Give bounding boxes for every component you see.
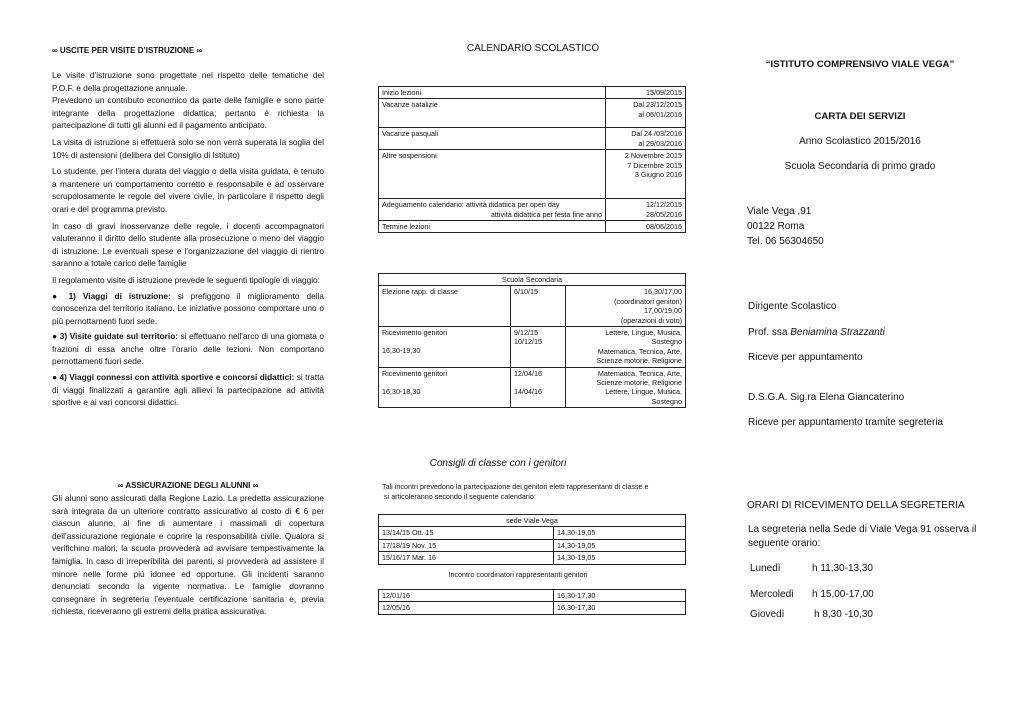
address-1: Viale Vega ,91 (747, 206, 812, 217)
table-row (379, 527, 686, 539)
incontro-time: 16,30-17,30 (554, 602, 686, 614)
table-row (379, 274, 686, 286)
ricevimento-2-label (379, 367, 511, 408)
uscite-p6: Il regolamento visite di istruzione prevede le seguenti tipologie di viaggio: (52, 274, 320, 285)
elezione-time-2: 17,00/19,00 (644, 306, 682, 316)
elezione-time-1: 16,30/17,00 (644, 287, 682, 297)
vega-date: 15/16/17 Mar. 16 (379, 552, 554, 564)
assicurazione-text: Gli alunni sono assicurati dalla Regione Lazio. La predetta assicurazione sarà integrata da un ulteriore contratto assicurativo al costo di € 6 per ciascun alunno, al fine di aumentare i massimali di copertura dell’assicurazione regionale e coprire la responsabilità civile. Qualora si verifichino malori, la scuola provvederà ad avvisare tempestivamente la famiglia. In caso di irreperibilità dei parenti, si provvederà ad assistere il minore nelle forme più idonee ed opportune. Gli incidenti saranno denunciati secondo la vigente normativa. Le famiglie dovranno consegnare in segreteria l’eventuale certificazione sanitaria e, previa richiesta, riceveranno gli estremi della pratica assicurativa. (52, 493, 324, 617)
cal-natale-to: al 06/01/2016 (638, 109, 682, 119)
cal-termine-label: Termine lezioni (379, 221, 606, 233)
bullet-visite-guidate (52, 330, 324, 368)
calendario-table (378, 86, 686, 233)
cal-inizio-value: 15/09/2015 (606, 87, 686, 99)
ricevimento-2-subject-2: Scienze motorie, Religione (596, 378, 682, 388)
ricevimento-1-subject-2: Sostegno (651, 337, 682, 347)
telephone: Tel. 06 56304650 (747, 236, 824, 247)
secondaria-table (378, 273, 686, 408)
cal-adeguamento-label (379, 199, 606, 221)
incontro-time: 16,30-17,30 (554, 590, 686, 602)
consigli-text-1: Tali incontri prevedono la partecipazione dei genitori eletti rappresentanti di classe e (382, 482, 649, 491)
table-row (379, 199, 686, 221)
table-row (379, 99, 686, 128)
elezione-time-1-note: (coordinatori genitori) (614, 296, 682, 306)
uscite-p1: Le visite d’istruzione sono progettate nel rispetto delle tematiche del P.O.F. e della progettazione annuale. (52, 70, 324, 93)
vega-header: sede Viale Vega (379, 515, 686, 527)
cal-altre-value (606, 150, 686, 199)
riceve-segreteria: Riceve per appuntamento tramite segreteria (748, 417, 944, 428)
anno-scolastico: Anno Scolastico 2015/2016 (799, 136, 921, 147)
cal-pasqua-from: Dal 24 /03/2016 (631, 129, 682, 139)
calendario-title: CALENDARIO SCOLASTICO (466, 43, 600, 54)
ricevimento-1-time: 16,30-19,30 (382, 346, 421, 356)
bullet-viaggi-istruzione (52, 290, 324, 328)
cal-pasqua-label: Vacanze pasquali (379, 128, 606, 150)
cal-adeguamento-val-1: 12/12/2015 (646, 200, 682, 210)
uscite-body (52, 69, 324, 409)
orario-time: h 15,00-17,00 (812, 589, 874, 600)
table-row (379, 221, 686, 233)
bullet-1-text: si prefiggono il miglioramento della conoscenza del territorio italiano. Le iniziative possono comportare uno o più pernottamenti fuori sede. (52, 290, 324, 326)
carta-servizi: CARTA DEI SERVIZI (814, 111, 906, 122)
ricevimento-2-date-2: 14/04/16 (514, 387, 542, 397)
vega-date: 13/14/15 Ott. 15 (379, 527, 554, 539)
cal-adeguamento-1: Adeguamento calendario: attività didattica per open day (382, 200, 560, 210)
incontro-date: 12/01/16 (379, 590, 554, 602)
orari-title: ORARI DI RICEVIMENTO DELLA SEGRETERIA (747, 500, 965, 511)
cal-altre-3: 3 Giugno 2016 (634, 170, 682, 180)
table-row (379, 552, 686, 564)
ricevimento-2-subject-4: Sostegno (651, 396, 682, 406)
ricevimento-2-dates (511, 367, 566, 408)
ricevimento-1-dates (511, 327, 566, 368)
vega-table (378, 514, 686, 565)
cal-altre-label: Altre sospensioni (379, 150, 606, 199)
ricevimento-1-subject-1: Lettere, Lingue, Musica, (605, 328, 682, 338)
orario-day: Giovedì (750, 609, 785, 620)
table-row (379, 515, 686, 527)
ricevimento-2-subjects (566, 367, 686, 408)
incontro-table (378, 589, 686, 615)
incontro-title: Incontro coordinatori rappresentanti genitori (448, 570, 588, 579)
vega-time: 14,30-19,05 (554, 552, 686, 564)
elezione-time-2-note: (operazioni di voto) (620, 315, 682, 325)
secondaria-header: Scuola Secondaria (379, 274, 686, 286)
dsga: D.S.G.A. Sig.ra Elena Giancaterino (748, 392, 905, 403)
cal-altre-1: 2 Novembre 2015 (624, 151, 682, 161)
cal-inizio-label: Inizio lezioni (379, 87, 606, 99)
cal-natale-from: Dal 23/12/2015 (633, 100, 682, 110)
dirigente-prefix: Prof. ssa (748, 327, 791, 338)
dirigente-name (748, 326, 885, 340)
ricevimento-2-date-1: 12/04/16 (514, 368, 542, 378)
cal-altre-2: 7 Dicembre 2015 (627, 160, 682, 170)
table-row (379, 367, 686, 408)
bullet-1-title: ● 1) Viaggi di istruzione: (52, 290, 171, 301)
uscite-p3: La visita di istruzione si effettuerà solo se non verrà superata la soglia del 10% di astensioni (delibera del Consiglio di Istituto) (52, 136, 324, 160)
elezione-date: 6/10/15 (511, 286, 566, 327)
bullet-4-text: si tratta di viaggi finalizzati a garantire agli allievi la partecipazione ad attività sportive e ai vari concorsi didattici. (52, 372, 324, 408)
table-row (379, 150, 686, 199)
ricevimento-1-subject-3: Matematica, Tecnica, Arte, (597, 346, 682, 356)
cal-pasqua-to: al 29/03/2016 (638, 138, 682, 148)
table-row (379, 602, 686, 614)
orario-day: Lunedì (750, 563, 781, 574)
cal-adeguamento-val-2: 28/05/2016 (646, 209, 682, 219)
table-row (379, 327, 686, 368)
table-row (379, 590, 686, 602)
ricevimento-2-subject-1: Matematica, Tecnica, Arte, (597, 368, 682, 378)
elezione-label: Elezione rapp. di classe (379, 286, 511, 327)
table-row (379, 128, 686, 150)
table-row (379, 87, 686, 99)
ricevimento-1-title: Ricevimento genitori (382, 328, 448, 338)
school-name: “ISTITUTO COMPRENSIVO VIALE VEGA” (765, 59, 955, 70)
orari-text: La segreteria nella Sede di Viale Vega 91 osserva il seguente orario: (748, 524, 977, 549)
assicurazione-title-text: ∞ ASSICURAZIONE DEGLI ALUNNI ∞ (117, 481, 259, 490)
cal-adeguamento-value (606, 199, 686, 221)
uscite-title: ∞ USCITE PER VISITE D’ISTRUZIONE ∞ (52, 46, 203, 55)
consigli-text-2: si articoleranno secondo il seguente calendario: (384, 492, 536, 501)
bullet-viaggi-sportivi (52, 371, 324, 409)
grado: Scuola Secondaria di primo grado (784, 161, 936, 172)
uscite-p2: Prevedono un contributo economico da parte delle famiglie e sono parte integrante della progettazione didattica; pertanto è richiesta la partecipazione di tutti gli alunni ed il pagamento anticipato. (52, 95, 324, 131)
cal-adeguamento-2: attività didattica per festa fine anno (490, 209, 602, 219)
vega-date: 17/18/19 Nov. 15 (379, 539, 554, 551)
ricevimento-1-subjects (566, 327, 686, 368)
bullet-4-title: ● 4) Viaggi connessi con attività sportive e concorsi didattici: (52, 372, 295, 383)
consigli-title: Consigli di classe con i genitori (429, 458, 567, 469)
cal-natale-label: Vacanze natalizie (379, 99, 606, 128)
bullet-3-title: ● 3) Visite guidate sul territorio: (52, 331, 179, 342)
riceve-appuntamento: Riceve per appuntamento (748, 352, 863, 363)
uscite-p4: Lo studente, per l’intera durata del viaggio o della visita guidata, è tenuto a mantenere un comportamento corretto e responsabile e ad osservare scrupolosamente le regole del vivere civile, in particolare il rispetto degli orari e del programma previsto. (52, 166, 324, 214)
cal-termine-value: 08/06/2016 (606, 221, 686, 233)
assicurazione-title (52, 480, 324, 493)
ricevimento-2-title: Ricevimento genitori (382, 368, 448, 378)
table-row (379, 286, 686, 327)
cal-pasqua-value (606, 128, 686, 150)
bullet-3-text: si effettuano nell'arco di una giornata o frazioni di essa anche oltre l’orario delle lezioni. Non comportano pernottamenti fuori sede. (52, 331, 324, 367)
ricevimento-1-subject-4: Scienze motorie, Religione (596, 356, 682, 366)
ricevimento-2-time: 16,30-18,30 (382, 387, 421, 397)
ricevimento-1-date-1: 9/12/15 (514, 328, 538, 338)
incontro-date: 12/05/16 (379, 602, 554, 614)
orario-day: Mercoledì (750, 589, 794, 600)
orario-time: h 11,30-13,30 (812, 563, 873, 574)
cal-natale-value (606, 99, 686, 128)
dirigente-fullname: Beniamina Strazzanti (790, 327, 885, 338)
ricevimento-1-date-2: 10/12/15 (514, 337, 542, 347)
ricevimento-1-label (379, 327, 511, 368)
vega-time: 14,30-19,05 (554, 527, 686, 539)
table-row (379, 539, 686, 551)
dirigente-title: Dirigente Scolastico (748, 301, 837, 312)
address-2: 00122 Roma (747, 221, 805, 232)
vega-time: 14,30-19,05 (554, 539, 686, 551)
orario-time: h 8,30 -10,30 (814, 609, 873, 620)
uscite-p5: In caso di gravi inosservanze delle regole, i docenti accompagnatori valuteranno il diritto dello studente alla prosecuzione o meno del viaggio di istruzione. Le eventuali spese e l’organizzazione del viaggio di rientro saranno a totale carico delle famiglie (52, 220, 324, 269)
ricevimento-2-subject-3: Lettere, Lingue, Musica, (605, 387, 682, 397)
elezione-times (566, 286, 686, 327)
